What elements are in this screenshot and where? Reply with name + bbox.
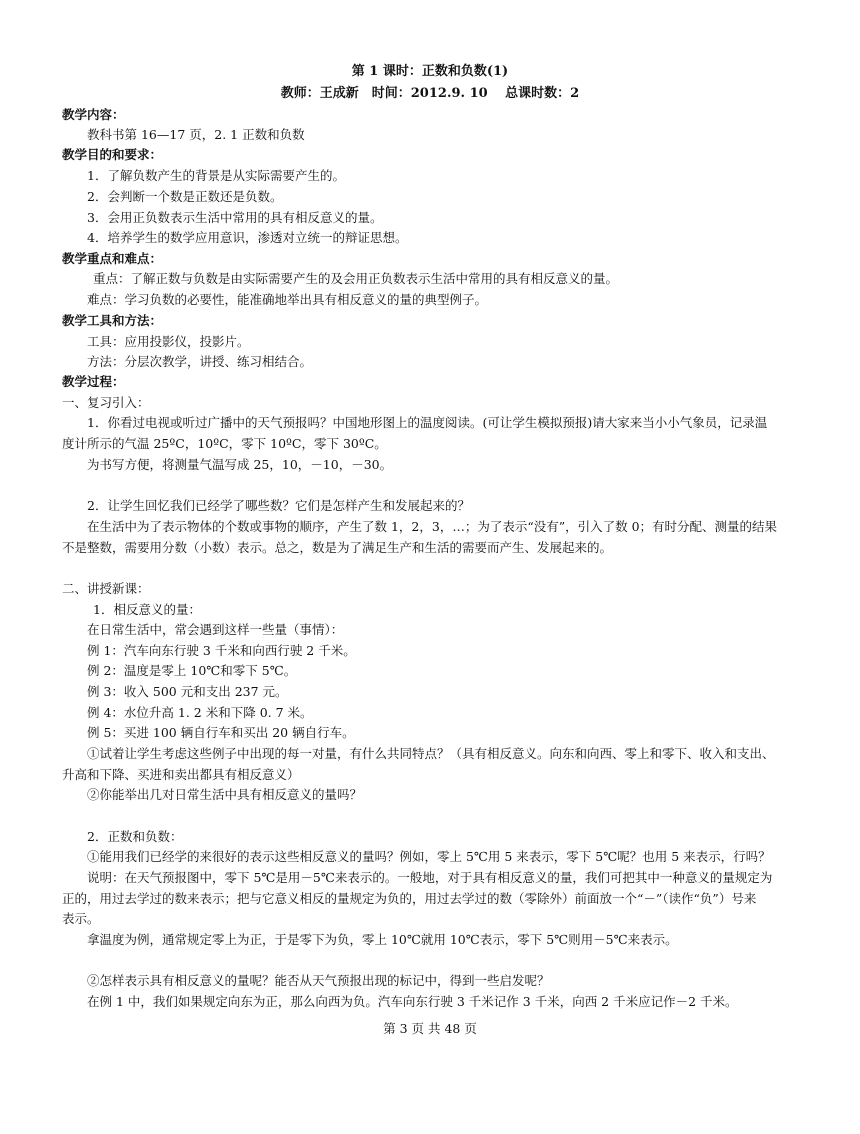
- text-line: 例 5：买进 100 辆自行车和买出 20 辆自行车。: [87, 725, 355, 740]
- text-line: 工具：应用投影仪，投影片。: [87, 334, 250, 349]
- text-line: 例 1：汽车向东行驶 3 千米和向西行驶 2 千米。: [87, 643, 356, 658]
- text-line: 2．正数和负数：: [87, 829, 183, 844]
- text-line: 3．会用正负数表示生活中常用的具有相反意义的量。: [87, 210, 383, 225]
- text-line: 不是整数，需要用分数（小数）表示。总之，数是为了满足生产和生活的需要而产生、发展起来的。: [62, 540, 613, 555]
- section-heading: 教学目的和要求：: [62, 147, 163, 162]
- text-line: 1．了解负数产生的背景是从实际需要产生的。: [87, 168, 345, 183]
- section-heading: 教学工具和方法：: [62, 313, 163, 328]
- text-line: 例 4：水位升高 1. 2 米和下降 0. 7 米。: [87, 705, 313, 720]
- text-line: 拿温度为例，通常规定零上为正，于是零下为负，零上 10℃就用 10℃表示，零下 5℃则用－5℃来表示。: [87, 932, 678, 947]
- text-line: 说明：在天气预报图中，零下 5℃是用－5℃来表示的。一般地，对于具有相反意义的量，我们可把其中一种意义的量规定为: [87, 870, 773, 885]
- text-line: 升高和下降、买进和卖出都具有相反意义）: [62, 767, 300, 782]
- text-line: 2．让学生回忆我们已经学了哪些数？它们是怎样产生和发展起来的？: [87, 498, 470, 513]
- text-line: 表示。: [62, 911, 100, 926]
- text-line: 度计所示的气温 25ºC，10ºC，零下 10ºC，零下 30ºC。: [62, 436, 387, 451]
- text-line: 为书写方便，将测量气温写成 25，10，－10，－30。: [87, 457, 393, 472]
- text-line: 在例 1 中，我们如果规定向东为正，那么向西为负。汽车向东行驶 3 千米记作 3 千米，向西 2 千米应记作－2 千米。: [87, 994, 738, 1009]
- text-line: 难点：学习负数的必要性，能准确地举出具有相反意义的量的典型例子。: [87, 292, 488, 307]
- text-line: 4．培养学生的数学应用意识，渗透对立统一的辩证思想。: [87, 230, 408, 245]
- text-line: 方法：分层次教学，讲授、练习相结合。: [87, 354, 313, 369]
- text-line: ①能用我们已经学的来很好的表示这些相反意义的量吗？例如，零上 5℃用 5 来表示，零下 5℃呢？也用 5 来表示，行吗？: [87, 849, 771, 864]
- section-heading: 教学过程：: [62, 374, 125, 389]
- text-line: 在日常生活中，常会遇到这样一些量（事情）：: [87, 622, 344, 637]
- page-number: 第 3 页 共 48 页: [383, 1021, 477, 1036]
- text-line: ②怎样表示具有相反意义的量呢？能否从天气预报出现的标记中，得到一些启发呢？: [87, 973, 550, 988]
- text-line: 例 3：收入 500 元和支出 237 元。: [87, 684, 288, 699]
- lesson-title: 第 1 课时：正数和负数(1): [351, 64, 509, 79]
- text-line: 一、复习引入：: [62, 395, 150, 410]
- text-line: 重点：了解正数与负数是由实际需要产生的及会用正负数表示生活中常用的具有相反意义的量。: [93, 271, 619, 286]
- text-line: 1．你看过电视或听过广播中的天气预报吗？中国地形图上的温度阅读。(可让学生模拟预报)请大家来当小小气象员，记录温: [87, 415, 768, 430]
- section-heading: 教学内容：: [62, 107, 125, 122]
- text-line: 正的，用过去学过的数来表示；把与它意义相反的量规定为负的，用过去学过的数（零除外）前面放一个“－”（读作“负”）号来: [62, 891, 757, 906]
- lesson-meta: 教师：王成新 时间：2012.9. 10 总课时数：2: [280, 86, 580, 101]
- section-heading: 教学重点和难点：: [62, 251, 163, 266]
- text-line: 二、讲授新课：: [62, 581, 150, 596]
- text-line: 2．会判断一个数是正数还是负数。: [87, 189, 283, 204]
- text-line: 教科书第 16—17 页，2. 1 正数和负数: [87, 127, 305, 142]
- text-line: ②你能举出几对日常生活中具有相反意义的量吗？: [87, 787, 363, 802]
- text-line: 在生活中为了表示物体的个数或事物的顺序，产生了数 1，2，3，…；为了表示“没有”，引入了数 0；有时分配、测量的结果: [87, 519, 778, 534]
- text-line: 例 2：温度是零上 10℃和零下 5℃。: [87, 663, 297, 678]
- text-line: 1．相反意义的量：: [93, 602, 201, 617]
- text-line: ①试着让学生考虑这些例子中出现的每一对量，有什么共同特点？（具有相反意义。向东和向西、零上和零下、收入和支出、: [87, 746, 775, 761]
